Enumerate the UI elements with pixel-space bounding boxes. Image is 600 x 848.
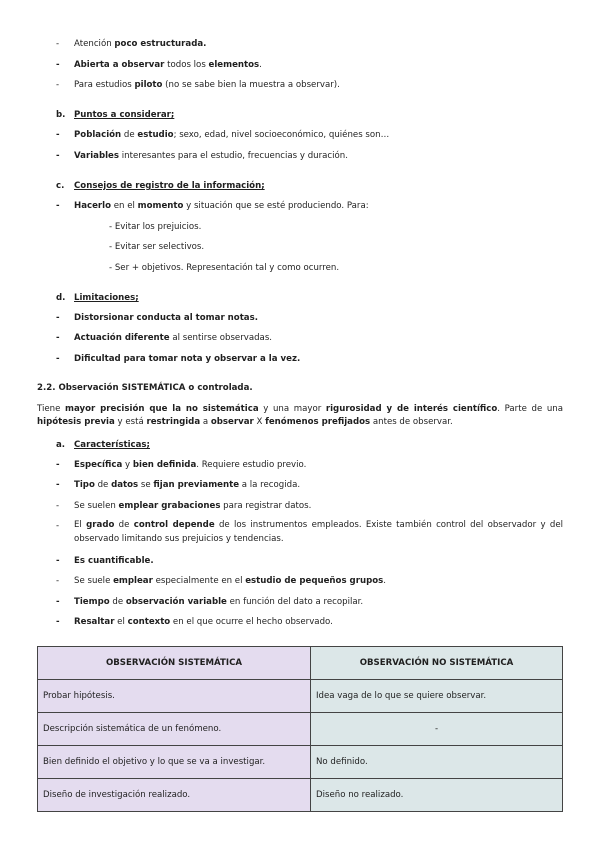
comparison-table: [37, 646, 563, 812]
table-header-row: [38, 647, 563, 680]
table-cell: Idea vaga de lo que se quiere observar.: [311, 680, 563, 713]
list-item-text: El grado de control depende de los instrumentos empleados. Existe también control del observador y del observado limitando sus prejuicios y tendencias.: [74, 520, 563, 544]
table-header: OBSERVACIÓN SISTEMÁTICA: [38, 647, 311, 680]
table-cell: Descripción sistemática de un fenómeno.: [38, 713, 311, 746]
table-row: [38, 680, 563, 713]
table-cell: Probar hipótesis.: [38, 680, 311, 713]
sub-list-item: - Evitar los prejuicios.: [109, 222, 202, 232]
table-cell: -: [311, 713, 563, 746]
paragraph: Tiene mayor precisión que la no sistemática y una mayor rigurosidad y de interés científico. Parte de una hipótesis previa y está restringida a observar X fenómenos prefijados antes de observar.: [37, 404, 564, 427]
sub-list-item: - Ser + objetivos. Representación tal y como ocurren.: [109, 263, 340, 273]
table-cell: Diseño no realizado.: [311, 779, 563, 812]
table-row: [38, 746, 563, 779]
sub-list-item: - Evitar ser selectivos.: [109, 242, 205, 252]
table-cell: No definido.: [311, 746, 563, 779]
table-header: OBSERVACIÓN NO SISTEMÁTICA: [311, 647, 563, 680]
table-cell: Bien definido el objetivo y lo que se va a investigar.: [38, 746, 311, 779]
table-row: [38, 779, 563, 812]
table-cell: Diseño de investigación realizado.: [38, 779, 311, 812]
table-row: [38, 713, 563, 746]
document-page: - Atención poco estructurada. - Abierta a observar todos los elementos. - Para estudios piloto (no se sabe bien la muestra a observar). b. Puntos a considerar; - Población de estudio; sexo, edad, nivel socioeconómico, quiénes son… - Variables interesantes para el estudio, frecuencias y duración. c. Consejos de registro de la información; - Hacerlo en el momento y situación que se esté produciendo. Para: - Evitar los prejuicios. - Evitar ser selectivos. - Ser + objetivos. Representación tal y como ocurren. d. Limitaciones; - Distorsionar conducta al tomar notas. - Actuación diferente al sentirse observadas. - Dificultad para tomar nota y observar a la vez. 2.2. Observación SISTEMÁTICA o controlada. Tiene mayor precisión que la no sistemática y una mayor rigurosidad y de interés científico. Parte de una hipótesis previa y está restringida a observar X fenómenos prefijados antes de observar. a. Características; - Específica y bien definida. Requiere estudio previo. - Tipo de datos se fijan previamente a la recogida. - Se suelen emplear grabaciones para registrar datos. - El grado de control depende de los instrumentos empleados. Existe también control del observador y del observado limitando sus prejuicios y tendencias. - Es cuantificable. - Se suele emplear especialmente en el estudio de pequeños grupos. - Tiempo de observación variable en función del dato a recopilar. - Resaltar el contexto en el que ocurre el hecho observado. OBSERVACIÓN SISTEMÁTICA OBSERVACIÓN NO SISTEMÁTICA Probar hipótesis. Idea vaga de lo que se quiere observar. Descripción sistemática de un fenómeno. - Bien definido el objetivo y lo que se va a investigar. No definido. Diseño de investigación realizado. Diseño no realizado.: [0, 0, 600, 848]
section-title: 2.2. Observación SISTEMÁTICA o controlada.: [37, 383, 253, 393]
